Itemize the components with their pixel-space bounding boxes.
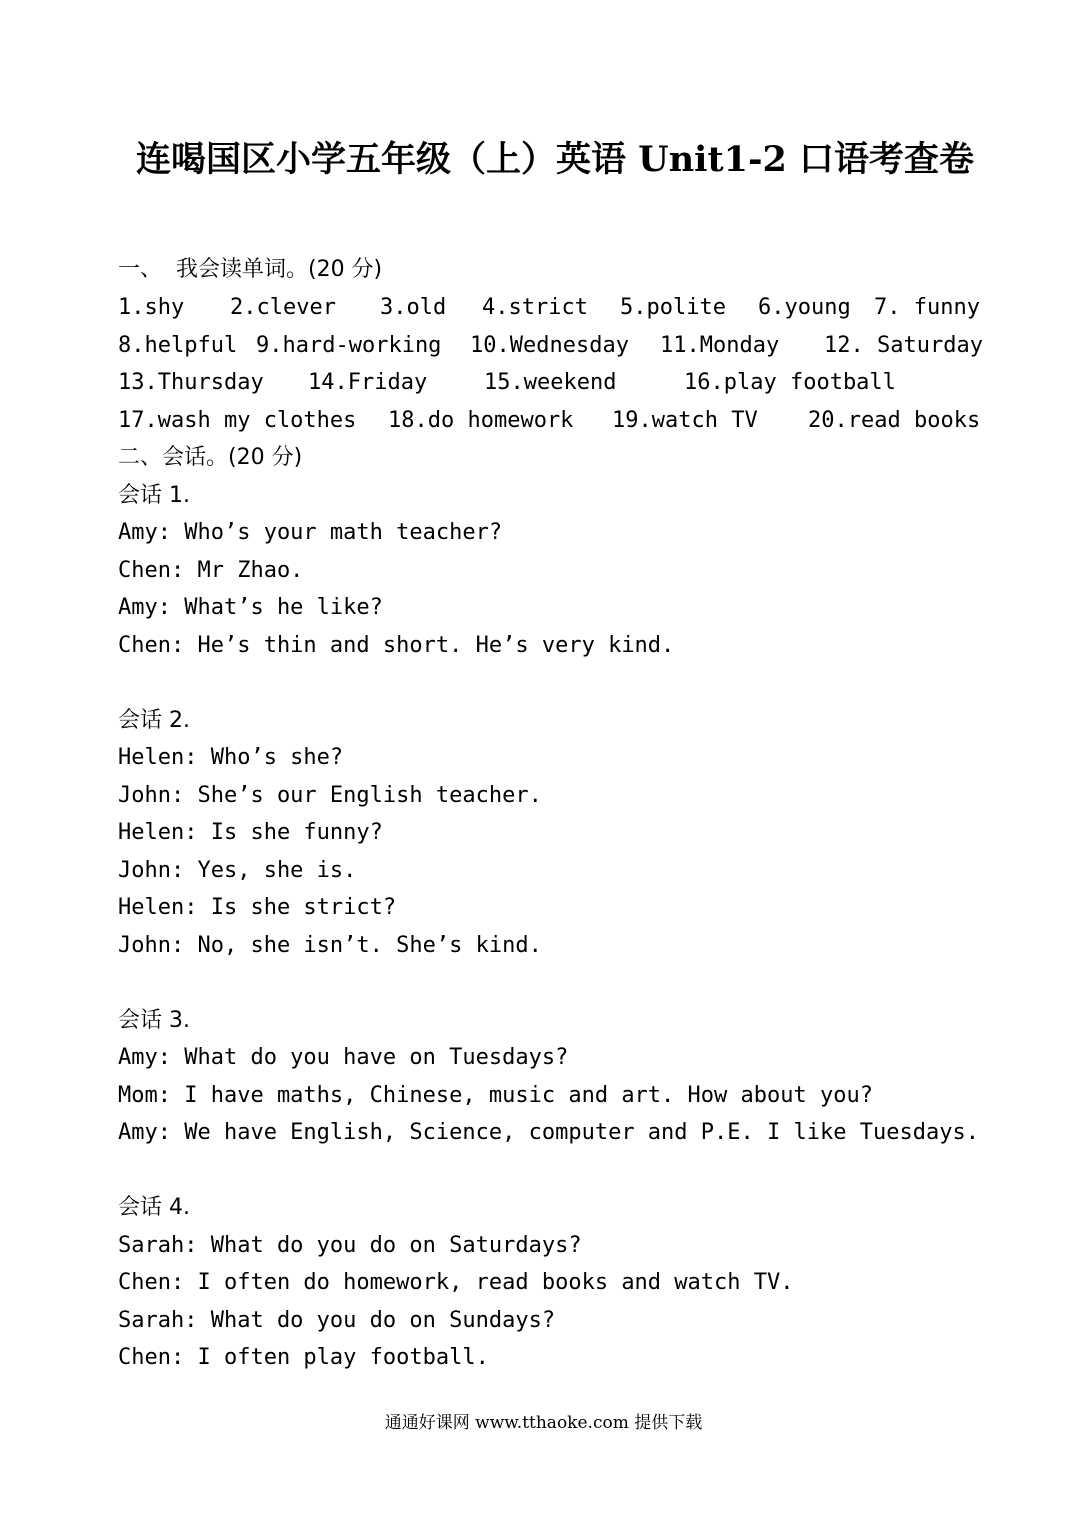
vocab-word: 11.Monday [660, 333, 780, 358]
dialogue-line: Helen: Is she funny? [118, 820, 383, 845]
dialogue-label: 会话 3. [118, 1008, 190, 1033]
vocab-word: 13.Thursday [118, 370, 264, 395]
dialogue-line: Amy: We have English, Science, computer and P.E. I like Tuesdays. [118, 1120, 979, 1145]
vocab-word: 6.young [758, 295, 851, 320]
section1-heading: 一、 我会读单词。(20 分) [118, 257, 383, 282]
dialogue-line: Sarah: What do you do on Sundays? [118, 1308, 556, 1333]
dialogue-label: 会话 1. [118, 483, 190, 508]
dialogue-label: 会话 4. [118, 1195, 190, 1220]
vocab-word: 1.shy [118, 295, 185, 320]
dialogue-line: John: She’s our English teacher. [118, 783, 542, 808]
vocab-word: 15.weekend [484, 370, 617, 395]
dialogue-label: 会话 2. [118, 708, 190, 733]
vocab-word: 10.Wednesday [470, 333, 629, 358]
dialogue-line: Amy: Who’s your math teacher? [118, 520, 503, 545]
vocab-word: 2.clever [230, 295, 336, 320]
dialogue-line: Chen: I often play football. [118, 1345, 489, 1370]
vocab-word: 20.read books [808, 408, 981, 433]
vocab-word: 19.watch TV [612, 408, 758, 433]
vocab-word: 8.helpful [118, 333, 238, 358]
dialogue-line: Sarah: What do you do on Saturdays? [118, 1233, 582, 1258]
vocab-word: 9.hard-working [256, 333, 442, 358]
vocab-word: 7. funny [874, 295, 980, 320]
vocab-word: 12. Saturday [824, 333, 983, 358]
dialogue-line: Chen: I often do homework, read books and watch TV. [118, 1270, 794, 1295]
vocab-word: 4.strict [482, 295, 588, 320]
vocab-word: 18.do homework [388, 408, 574, 433]
dialogue-line: John: Yes, she is. [118, 858, 357, 883]
dialogue-line: Helen: Who’s she? [118, 745, 344, 770]
vocab-word: 3.old [380, 295, 447, 320]
page-footer: 通通好课网 www.tthaoke.com 提供下载 [384, 1413, 703, 1433]
dialogue-line: John: No, she isn’t. She’s kind. [118, 933, 542, 958]
section2-heading: 二、会话。(20 分) [118, 445, 303, 470]
dialogue-line: Amy: What do you have on Tuesdays? [118, 1045, 569, 1070]
dialogue-line: Chen: He’s thin and short. He’s very kind. [118, 633, 675, 658]
vocab-word: 5.polite [620, 295, 726, 320]
vocab-word: 17.wash my clothes [118, 408, 357, 433]
dialogue-line: Helen: Is she strict? [118, 895, 397, 920]
vocab-word: 16.play football [684, 370, 896, 395]
page-title: 连喝国区小学五年级（上）英语 Unit1-2 口语考查卷 [136, 139, 975, 180]
vocab-word: 14.Friday [308, 370, 428, 395]
dialogue-line: Amy: What’s he like? [118, 595, 383, 620]
dialogue-line: Mom: I have maths, Chinese, music and art. How about you? [118, 1083, 873, 1108]
dialogue-line: Chen: Mr Zhao. [118, 558, 304, 583]
